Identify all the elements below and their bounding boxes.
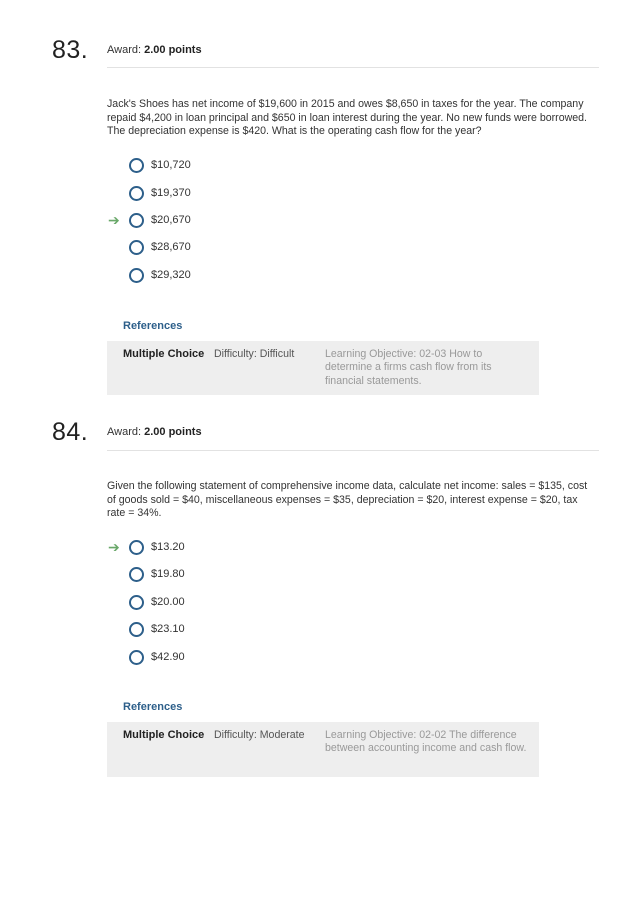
question-number: 83. <box>52 36 89 64</box>
radio-circle-icon[interactable] <box>129 622 144 637</box>
metadata-box <box>107 722 539 777</box>
radio-circle-icon[interactable] <box>129 186 144 201</box>
metadata-box <box>107 341 539 395</box>
answer-option[interactable] <box>129 158 329 174</box>
option-label: $19.80 <box>151 568 185 580</box>
answer-option[interactable] <box>129 240 329 256</box>
answer-option[interactable] <box>129 268 329 284</box>
option-label: $28,670 <box>151 241 191 253</box>
arrow-right-icon: ➔ <box>108 212 120 228</box>
learning-objective: Learning Objective: 02-02 The difference between accounting income and cash flow. <box>325 729 527 755</box>
radio-circle-icon[interactable] <box>129 650 144 665</box>
difficulty: Difficulty: Moderate <box>214 729 305 741</box>
option-label: $23.10 <box>151 623 185 635</box>
answer-option[interactable] <box>129 650 329 666</box>
radio-circle-icon[interactable] <box>129 158 144 173</box>
option-label: $19,370 <box>151 187 191 199</box>
radio-circle-icon[interactable] <box>129 540 144 555</box>
answer-option[interactable] <box>129 567 329 583</box>
answer-option-correct[interactable] <box>129 213 329 229</box>
references-link[interactable]: References <box>123 701 183 713</box>
radio-circle-icon[interactable] <box>129 240 144 255</box>
question-type: Multiple Choice <box>123 729 205 741</box>
arrow-right-icon: ➔ <box>108 539 120 555</box>
question-type: Multiple Choice <box>123 348 205 360</box>
option-label: $20,670 <box>151 214 191 226</box>
radio-circle-icon[interactable] <box>129 213 144 228</box>
radio-circle-icon[interactable] <box>129 268 144 283</box>
divider <box>107 67 599 68</box>
question-prompt: Given the following statement of comprehensive income data, calculate net income: sales = $135, cost of goods sold = $40, miscellaneous expenses = $35, depreciation = $20, interest expense = $20, tax rate = 34%. <box>107 480 588 520</box>
option-label: $29,320 <box>151 269 191 281</box>
references-link[interactable]: References <box>123 320 183 332</box>
divider <box>107 450 599 451</box>
option-label: $42.90 <box>151 651 185 663</box>
option-label: $13.20 <box>151 541 185 553</box>
learning-objective: Learning Objective: 02-03 How to determine a firms cash flow from its financial statements. <box>325 348 492 387</box>
answer-option-correct[interactable] <box>129 540 329 556</box>
radio-circle-icon[interactable] <box>129 595 144 610</box>
question-number: 84. <box>52 418 89 446</box>
award: Award: 2.00 points <box>107 44 202 56</box>
award: Award: 2.00 points <box>107 426 202 438</box>
answer-option[interactable] <box>129 595 329 611</box>
answer-option[interactable] <box>129 622 329 638</box>
difficulty: Difficulty: Difficult <box>214 348 295 360</box>
question-prompt: Jack's Shoes has net income of $19,600 in 2015 and owes $8,650 in taxes for the year. The company repaid $4,200 in loan principal and $650 in loan interest during the year. No new funds were borrowed. The depreciation expense is $420. What is the operating cash flow for the year? <box>107 98 587 138</box>
award-points: 2.00 points <box>144 426 202 438</box>
award-points: 2.00 points <box>144 44 202 56</box>
option-label: $20.00 <box>151 596 185 608</box>
option-label: $10,720 <box>151 159 191 171</box>
answer-option[interactable] <box>129 186 329 202</box>
radio-circle-icon[interactable] <box>129 567 144 582</box>
